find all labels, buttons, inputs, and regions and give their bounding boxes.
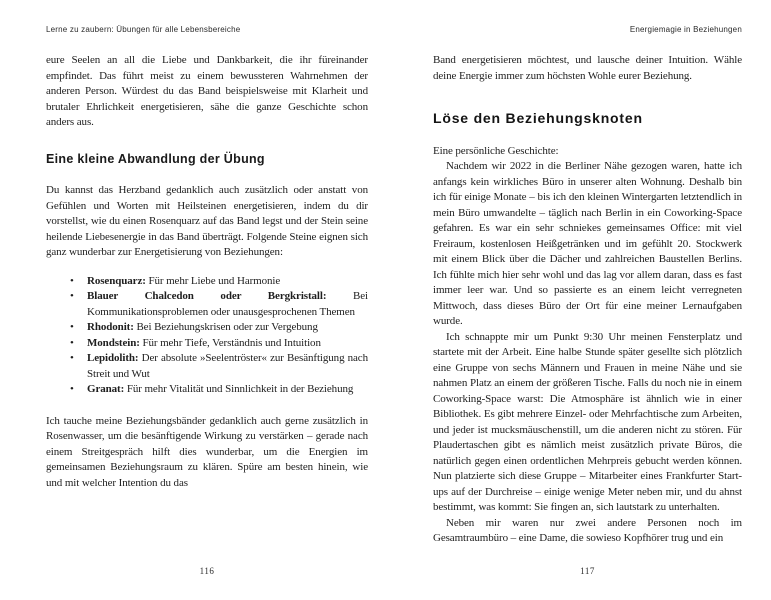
list-item	[46, 289, 368, 320]
stone-name: Blauer Chalcedon oder Bergkristall:	[87, 290, 327, 302]
stone-name: Rosenquarz:	[87, 274, 146, 287]
right-page	[433, 0, 742, 600]
bullet-icon: •	[70, 290, 74, 302]
story-paragraph: Ich schnappte mir um Punkt 9:30 Uhr meinen Fensterplatz und startete mit der Arbeit. Eine halbe Stunde später gesellte sich plötzlich eine Gruppe von sechs Männern und Frauen in meine Nähe und sie nahmen Platz an einem der größeren Tische. Falls du noch nie in einem Coworking-Space warst: Die Atmosphäre ist ähnlich wie in einer Bibliothek. Es gibt mehrere Einzel- oder Mehrfachtische zum Arbeiten, und jeder ist mucksmäuschenstill, um die anderen nicht zu stören. Für Plaudertaschen gibt es nämlich meist zusätzlich private Büros, die natürlich gegen einen ordentlichen Mehrpreis gebucht werden können. Nun platzierte sich diese Gruppe – Mitarbeiter eines Frankfurter Start-ups auf der Durchreise – einige wenige Meter neben mir, und du ahnst bestimmt, was kommt: Sie fingen an, sich lautstark zu unterhalten.	[433, 330, 742, 513]
bullet-icon: •	[70, 274, 74, 287]
list-item	[46, 274, 368, 290]
left-running-head: Lerne zu zaubern: Übungen für alle Lebensbereiche	[46, 25, 241, 34]
story-paragraph: Nachdem wir 2022 in die Berliner Nähe gezogen waren, hatte ich anfangs kein wirkliches Büro in unserer alten Wohnung. Deshalb bin ich für einige Monate – bis ich den kleinen Wintergarten letztendlich in mein Büro umwandelte – täglich nach Berlin in ein Coworking-Space gefahren. Es war ein sehr schniekes gemeinsames Office: mit viel Freiraum, kostenlosen Heißgetränken und im gefühlt 20. Stockwerk mit einem Blick über die Dächer und zahlreichen Baustellen Berlins. Ich fühlte mich hier sehr wohl und das lag vor allem daran, dass es fast immer leer war. Und so passierte es an einem leicht verregneten Mittwoch, dass dieses Büro der Ort für eine meiner Lernaufgaben wurde.	[433, 160, 742, 327]
stone-description: Für mehr Tiefe, Verständnis und Intuition	[142, 336, 321, 349]
stone-description: Bei Beziehungskrisen oder zur Vergebung	[136, 321, 318, 333]
bullet-icon: •	[70, 352, 74, 364]
section-heading: Eine kleine Abwandlung der Übung	[46, 151, 265, 166]
story-label: Eine persönliche Geschichte:	[433, 144, 559, 157]
chapter-heading: Löse den Beziehungsknoten	[433, 110, 643, 126]
right-continuation-paragraph: Band energetisieren möchtest, und lausche deiner Intuition. Wähle deine Energie immer zum höchsten Wohle eurer Beziehung.	[433, 54, 742, 82]
stone-name: Lepidolith:	[87, 352, 139, 364]
list-item	[46, 351, 368, 382]
bullet-icon: •	[70, 336, 74, 349]
right-page-number: 117	[580, 566, 595, 576]
bullet-icon: •	[70, 321, 74, 333]
stone-description: Der absolute »Seelentröster« zur Besänftigung nach Streit und Wut	[87, 352, 368, 380]
list-item	[46, 382, 368, 398]
stone-description: Für mehr Liebe und Harmonie	[148, 274, 281, 287]
left-page	[46, 0, 368, 600]
left-closing-paragraph: Ich tauche meine Beziehungsbänder gedanklich auch gerne zusätzlich in Rosenwasser, um die besänftigende Wirkung zu verstärken – gerade nach einem Streitgespräch hilft dies wunderbar, um die Energien im gemeinsamen Beziehungsraum zu klären. Spüre am besten hinein, wie und mit welcher Intention du das	[46, 414, 368, 489]
bullet-icon: •	[70, 383, 74, 395]
stone-list	[46, 274, 368, 398]
stones-intro-paragraph: Du kannst das Herzband gedanklich auch zusätzlich oder anstatt von Gefühlen und Worten mit Heilsteinen energetisieren, indem du dir vorstellst, wie du einen Rosenquarz auf das Band legst und der Stein seine heilende Liebesenergie in das Band überträgt. Folgende Steine eignen sich ganz wunderbar zur Energetisierung von Beziehungen:	[46, 184, 368, 258]
stone-description: Bei Kommunikationsproblemen oder unausgesprochenen Themen	[87, 290, 368, 318]
stone-name: Granat:	[87, 383, 125, 395]
story-paragraph: Neben mir waren nur zwei andere Personen noch im Gesamtraumbüro – eine Dame, die sowieso Kopfhörer trug und ein	[433, 516, 742, 544]
right-page-body	[433, 53, 742, 547]
left-page-number: 116	[199, 566, 215, 576]
stone-description: Für mehr Vitalität und Sinnlichkeit in der Beziehung	[126, 383, 354, 395]
left-continuation-paragraph: eure Seelen an all die Liebe und Dankbarkeit, die ihr füreinander empfindet. Das führt meist zu einem bewussteren Wahrnehmen der anderen Person. Würdest du das Band beispielsweise mit Klarheit und brutaler Ehrlichkeit energetisieren, sähe die ganze Geschichte schon anders aus.	[46, 54, 368, 128]
stone-name: Mondstein:	[87, 336, 140, 349]
list-item	[46, 336, 368, 352]
left-page-body	[46, 53, 368, 491]
list-item	[46, 320, 368, 336]
right-running-head: Energiemagie in Beziehungen	[629, 25, 742, 34]
stone-name: Rhodonit:	[87, 321, 134, 333]
